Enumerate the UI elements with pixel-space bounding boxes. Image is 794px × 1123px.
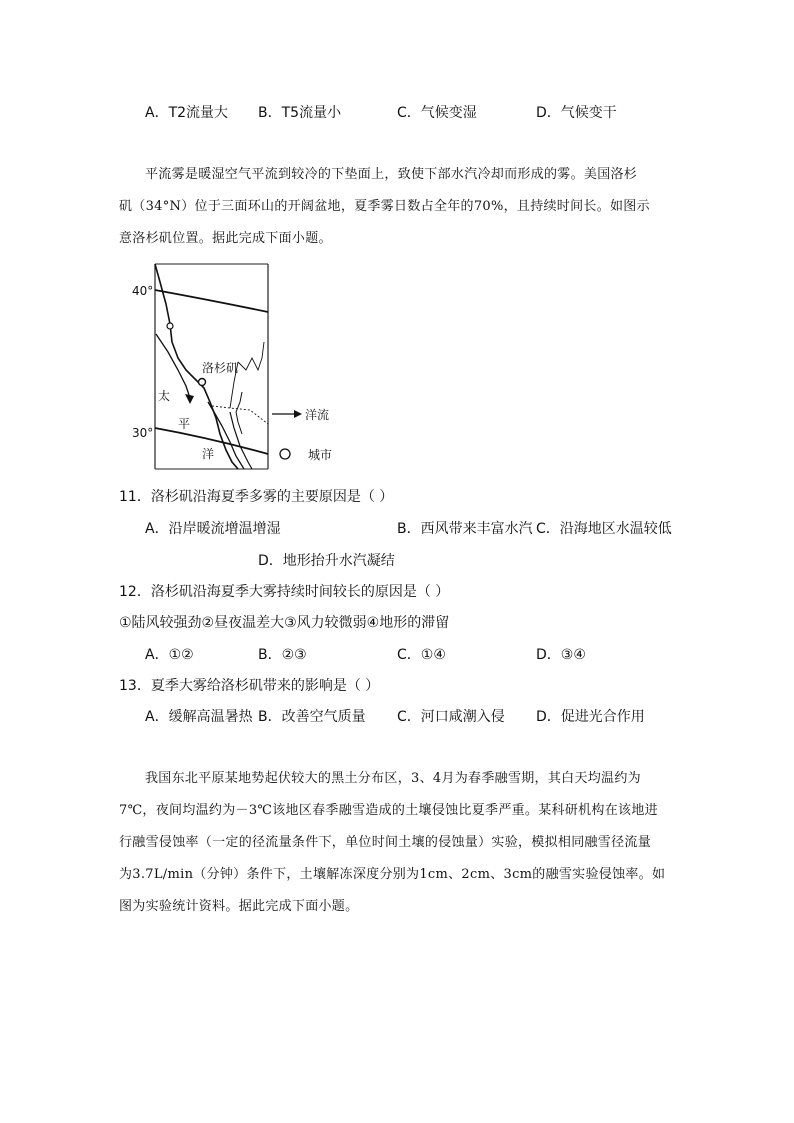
q11-option-b[interactable]: B．西风带来丰富水汽: [397, 521, 533, 537]
q10-option-c[interactable]: C．气候变湿: [397, 105, 477, 121]
q11-option-d[interactable]: D．地形抬升水汽凝结: [258, 553, 395, 569]
q11-option-c[interactable]: C．沿海地区水温较低: [536, 521, 672, 537]
passage2-line-5: 图为实验统计资料。据此完成下面小题。: [119, 899, 359, 914]
q13-option-a[interactable]: A．缓解高温暑热: [145, 709, 253, 725]
q13-option-d[interactable]: D．促进光合作用: [536, 709, 645, 725]
q13-stem: 13．夏季大雾给洛杉矶带来的影响是（ ）: [119, 678, 380, 694]
q12-option-b[interactable]: B．②③: [258, 647, 307, 663]
legend-current-label: 洋流: [305, 408, 330, 422]
city-marker-los-angeles: [199, 379, 206, 386]
los-angeles-location-map: [130, 262, 370, 472]
passage1-line-2: 矶（34°N）位于三面环山的开阔盆地，夏季雾日数占全年的70%，且持续时间长。如图示: [119, 199, 650, 214]
river: [236, 392, 242, 434]
q12-stem: 12．洛杉矶沿海夏季大雾持续时间较长的原因是（ ）: [119, 584, 450, 600]
q10-option-d[interactable]: D．气候变干: [536, 105, 617, 121]
ocean-label-yang: 洋: [202, 447, 215, 461]
ocean-current-arrowhead: [185, 394, 194, 404]
passage2-line-2: 7℃，夜间均温约为－3℃该地区春季融雪造成的土壤侵蚀比夏季严重。某科研机构在该地进: [119, 803, 658, 818]
ocean-label-tai: 太: [158, 389, 171, 403]
q12-items: ①陆风较强劲②昼夜温差大③风力较微弱④地形的滞留: [119, 615, 450, 631]
q13-option-b[interactable]: B．改善空气质量: [258, 709, 366, 725]
gulf-coast: [230, 412, 252, 469]
q12-option-d[interactable]: D．③④: [536, 647, 586, 663]
city-label-los-angeles: 洛杉矶: [202, 361, 239, 375]
national-border: [212, 406, 268, 424]
passage2-line-4: 为3.7L/min（分钟）条件下，土壤解冻深度分别为1cm、2cm、3cm的融雪实验侵蚀率。如: [119, 867, 666, 882]
q12-option-c[interactable]: C．①④: [397, 647, 446, 663]
q10-option-a[interactable]: A．T2流量大: [145, 105, 229, 121]
passage1-line-3: 意洛杉矶位置。据此完成下面小题。: [119, 231, 332, 246]
q11-option-a[interactable]: A．沿岸暖流增温增湿: [145, 521, 281, 537]
legend-current-arrowhead: [294, 410, 302, 418]
q13-option-c[interactable]: C．河口咸潮入侵: [397, 709, 505, 725]
q11-stem: 11．洛杉矶沿海夏季多雾的主要原因是（ ）: [119, 489, 394, 505]
q10-option-b[interactable]: B．T5流量小: [258, 105, 342, 121]
legend-city-label: 城市: [308, 448, 333, 462]
latitude-30-label: 30°: [132, 426, 154, 440]
passage2-line-1: 我国东北平原某地势起伏较大的黑土分布区，3、4月为春季融雪期，其白天均温约为: [145, 771, 641, 786]
state-border: [238, 342, 264, 370]
passage2-line-3: 行融雪侵蚀率（一定的径流量条件下，单位时间土壤的侵蚀量）实验，模拟相同融雪径流量: [119, 835, 652, 850]
latitude-40-line: [155, 290, 268, 312]
q12-option-a[interactable]: A．①②: [145, 647, 194, 663]
passage1-line-1: 平流雾是暖湿空气平流到较冷的下垫面上，致使下部水汽冷却而形成的雾。美国洛杉: [145, 167, 638, 182]
ocean-label-ping: 平: [178, 417, 191, 431]
city-marker-north: [167, 323, 173, 329]
latitude-40-label: 40°: [132, 284, 154, 298]
legend-city-icon: [280, 449, 290, 459]
